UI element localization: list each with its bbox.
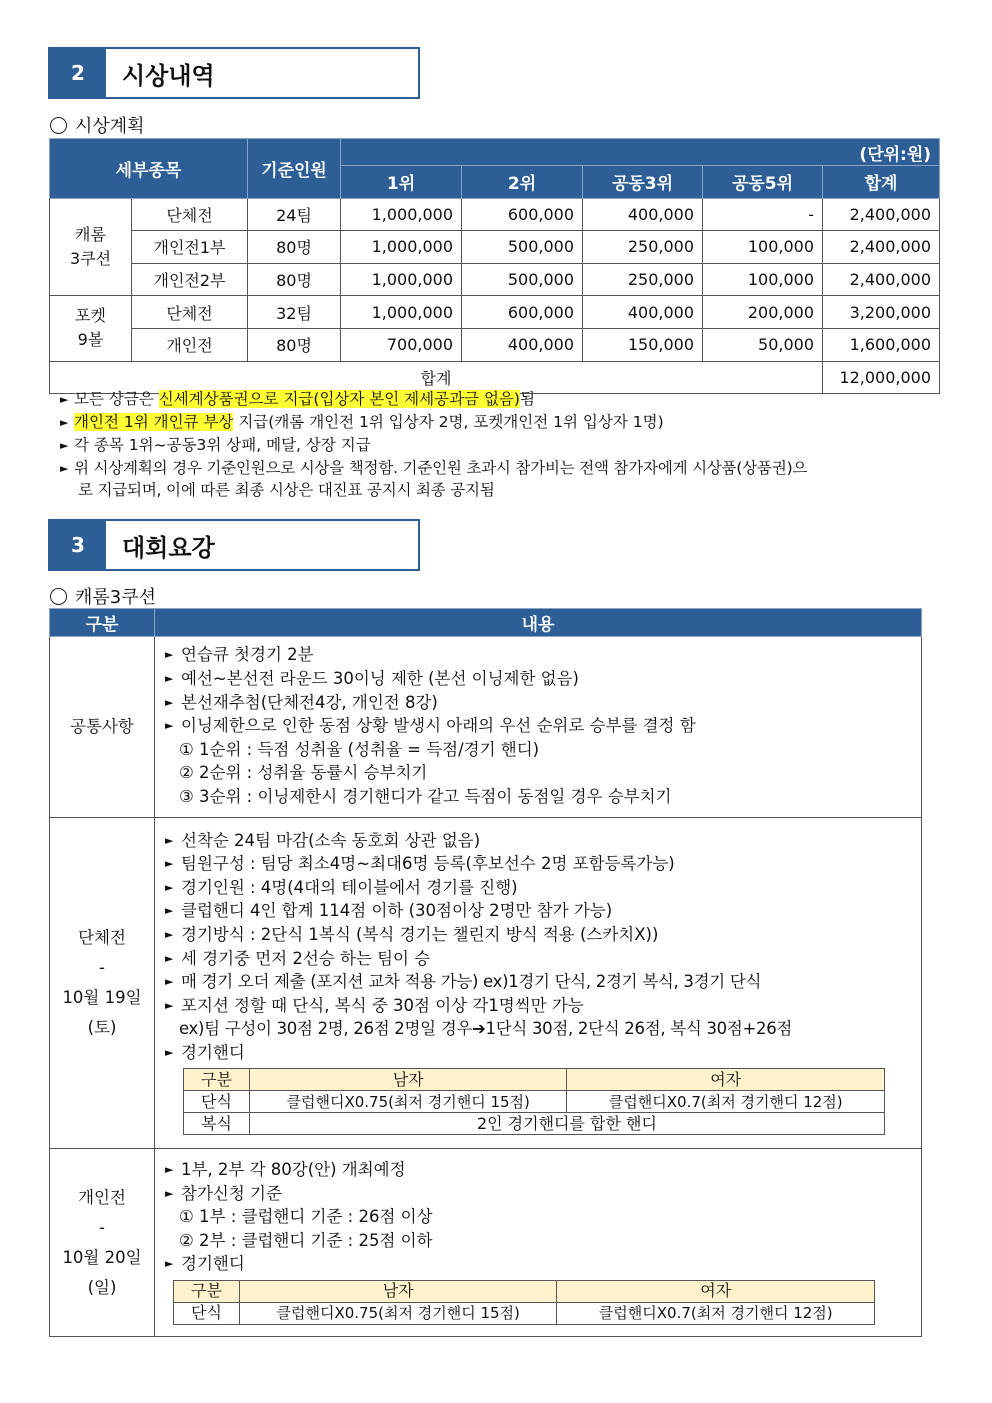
base-cell: 80명 [248,263,341,296]
value-cell: 100,000 [703,231,823,264]
list-subitem: ② 2부 : 클럽핸디 기준 : 25점 이하 [179,1230,433,1250]
triangle-bullet-icon: ► [165,648,174,662]
header-cell: 여자 [557,1280,875,1302]
prize-plan-heading [50,112,145,138]
sum-value: 12,000,000 [823,361,940,394]
value-cell: 100,000 [703,263,823,296]
table-row [50,231,940,264]
team-row [50,818,922,1149]
list-item: ► 1부, 2부 각 80강(안) 개최예정 [165,1158,913,1182]
table-cell: 클럽핸디X0.7(최저 경기핸디 12점) [567,1091,885,1113]
triangle-bullet-icon: ► [165,1186,174,1200]
circle-icon [50,117,67,134]
list-item: ► 경기인원 : 4명(4대의 테이블에서 경기를 진행) [165,876,913,900]
header-cell: 구분 [184,1069,250,1091]
individual-handicap-table [173,1280,875,1325]
triangle-bullet-icon: ► [165,1257,174,1271]
triangle-bullet-icon: ► [165,975,174,989]
note-item: ► 모든 상금은 신세계상품권으로 지급(입상자 본인 제세공과금 없음)됨 [60,388,940,411]
col-content: 내용 [155,609,922,637]
team-handicap-table [183,1068,885,1135]
triangle-bullet-icon: ► [60,393,69,406]
col-category: 세부종목 [50,139,248,199]
rules-heading [50,583,156,609]
value-cell: 50,000 [703,328,823,361]
value-cell: 500,000 [462,231,583,264]
value-cell: 700,000 [341,328,462,361]
triangle-bullet-icon: ► [165,857,174,871]
common-label: 공통사항 [50,637,155,818]
group-name: 포켓 9볼 [50,296,132,361]
header-cell: 구분 [174,1280,240,1302]
value-cell: 500,000 [462,263,583,296]
table-row [50,328,940,361]
triangle-bullet-icon: ► [60,462,69,475]
total-cell: 2,400,000 [823,263,940,296]
highlighted-text: 신세계상품권으로 지급(입상자 본인 제세공과금 없음) [158,390,520,408]
table-row [50,296,940,329]
example-line: ex)팀 구성이 30점 2명, 26점 2명일 경우➔1단식 30점, 2단식 26점, 복식 30점+26점 [179,1019,793,1039]
list-subitem: ② 2순위 : 성취율 동률시 승부치기 [179,763,428,783]
table-row [174,1302,875,1324]
col-base: 기준인원 [248,139,341,199]
value-cell: 200,000 [703,296,823,329]
header-cell: 남자 [249,1069,567,1091]
table-row [184,1069,885,1091]
list-item: ► 예선~본선전 라운드 30이닝 제한 (본선 이닝제한 없음) [165,667,913,691]
list-item: ► 본선재추첨(단체전4강, 개인전 8강) [165,691,913,715]
table-cell: 클럽핸디X0.75(최저 경기핸디 15점) [249,1091,567,1113]
total-cell: 3,200,000 [823,296,940,329]
event-cell: 개인전 [132,328,248,361]
total-cell: 1,600,000 [823,328,940,361]
list-item: ► 경기방식 : 2단식 1복식 (복식 경기는 챌린지 방식 적용 (스카치X)) [165,923,913,947]
section-2-header [48,47,420,99]
list-subitem: ③ 3순위 : 이닝제한시 경기핸디가 같고 득점이 동점일 경우 승부치기 [179,786,672,806]
highlighted-text: 개인전 1위 개인큐 부상 [74,413,234,431]
individual-row [50,1149,922,1337]
prize-notes [60,388,940,501]
value-cell: 1,000,000 [341,296,462,329]
col-total: 합계 [823,166,940,199]
list-item: ► 경기핸디 [165,1252,913,1276]
list-item: ► 이닝제한으로 인한 동점 상황 발생시 아래의 우선 순위로 승부를 결정 함 [165,714,913,738]
table-row [174,1280,875,1302]
table-cell: 2인 경기핸디를 합한 핸디 [249,1113,884,1135]
value-cell: 1,000,000 [341,263,462,296]
list-item: ► 연습큐 첫경기 2분 [165,643,913,667]
value-cell: 1,000,000 [341,198,462,231]
table-cell: 단식 [174,1302,240,1324]
col-second: 2위 [462,166,583,199]
value-cell: - [703,198,823,231]
col-third: 공동3위 [583,166,703,199]
rules-heading-text: 캐롬3쿠션 [75,587,157,608]
note-item: ► 각 종목 1위~공동3위 상패, 메달, 상장 지급 [60,434,940,457]
group-name: 캐롬 3쿠션 [50,198,132,296]
value-cell: 400,000 [583,198,703,231]
table-row [184,1091,885,1113]
individual-label: 개인전 - 10월 20일 (일) [50,1149,155,1337]
triangle-bullet-icon: ► [165,719,174,733]
note-item: ► 개인전 1위 개인큐 부상 지급(캐롬 개인전 1위 입상자 2명, 포켓개인전 1위 입상자 1명) [60,411,940,434]
triangle-bullet-icon: ► [165,951,174,965]
rules-table [49,608,922,1337]
arrow-right-icon: ➔ [472,1019,486,1039]
table-row [184,1113,885,1135]
table-cell: 클럽핸디X0.75(최저 경기핸디 15점) [239,1302,557,1324]
value-cell: 250,000 [583,263,703,296]
table-row [50,263,940,296]
note-item: ► 위 시상계획의 경우 기준인원으로 시상을 책정함. 기준인원 초과시 참가비는 전액 참가자에게 시상품(상품권)으 로 지급되며, 이에 따른 최종 시상은 대진표 공지시 최종 공지됨 [60,459,808,499]
list-item: ► 경기핸디 [165,1041,913,1065]
col-fifth: 공동5위 [703,166,823,199]
prize-table [49,138,940,394]
triangle-bullet-icon: ► [60,439,69,452]
triangle-bullet-icon: ► [60,416,69,429]
table-cell: 복식 [184,1113,250,1135]
section-3-header [48,519,420,571]
triangle-bullet-icon: ► [165,927,174,941]
value-cell: 400,000 [583,296,703,329]
event-cell: 단체전 [132,296,248,329]
total-cell: 2,400,000 [823,198,940,231]
circle-icon [50,588,67,605]
value-cell: 400,000 [462,328,583,361]
section-number: 3 [50,521,106,569]
event-cell: 단체전 [132,198,248,231]
triangle-bullet-icon: ► [165,904,174,918]
base-cell: 24팀 [248,198,341,231]
event-cell: 개인전2부 [132,263,248,296]
triangle-bullet-icon: ► [165,695,174,709]
triangle-bullet-icon: ► [165,672,174,686]
unit-label: (단위:원) [341,139,940,166]
header-cell: 남자 [239,1280,557,1302]
total-cell: 2,400,000 [823,231,940,264]
list-item: ► 세 경기중 먼저 2선승 하는 팀이 승 [165,947,913,971]
triangle-bullet-icon: ► [165,1163,174,1177]
list-subitem: ① 1부 : 클럽핸디 기준 : 26점 이상 [179,1207,433,1227]
base-cell: 80명 [248,328,341,361]
triangle-bullet-icon: ► [165,833,174,847]
value-cell: 150,000 [583,328,703,361]
col-first: 1위 [341,166,462,199]
event-cell: 개인전1부 [132,231,248,264]
col-category: 구분 [50,609,155,637]
triangle-bullet-icon: ► [165,998,174,1012]
base-cell: 32팀 [248,296,341,329]
list-item: ► 선착순 24팀 마감(소속 동호회 상관 없음) [165,829,913,853]
table-cell: 클럽핸디X0.7(최저 경기핸디 12점) [557,1302,875,1324]
section-title: 대회요강 [122,533,215,562]
section-number: 2 [50,49,106,97]
triangle-bullet-icon: ► [165,1045,174,1059]
prize-plan-heading-text: 시상계획 [75,116,145,137]
list-item: ► 팀원구성 : 팀당 최소4명~최대6명 등록(후보선수 2명 포함등록가능) [165,852,913,876]
base-cell: 80명 [248,231,341,264]
team-label: 단체전 - 10월 19일 (토) [50,818,155,1149]
common-row [50,637,922,818]
value-cell: 250,000 [583,231,703,264]
header-cell: 여자 [567,1069,885,1091]
list-item: ► 참가신청 기준 [165,1182,913,1206]
list-item: ► 포지션 정할 때 단식, 복식 중 30점 이상 각1명씩만 가능 [165,994,913,1018]
table-cell: 단식 [184,1091,250,1113]
value-cell: 1,000,000 [341,231,462,264]
list-item: ► 클럽핸디 4인 합계 114점 이하 (30점이상 2명만 참가 가능) [165,899,913,923]
table-row [50,198,940,231]
list-item: ► 매 경기 오더 제출 (포지션 교차 적용 가능) ex)1경기 단식, 2경기 복식, 3경기 단식 [165,970,913,994]
sum-label: 합계 [50,361,823,394]
triangle-bullet-icon: ► [165,880,174,894]
section-title: 시상내역 [122,61,215,90]
value-cell: 600,000 [462,198,583,231]
value-cell: 600,000 [462,296,583,329]
list-subitem: ① 1순위 : 득점 성취율 (성취율 = 득점/경기 핸디) [179,739,540,759]
